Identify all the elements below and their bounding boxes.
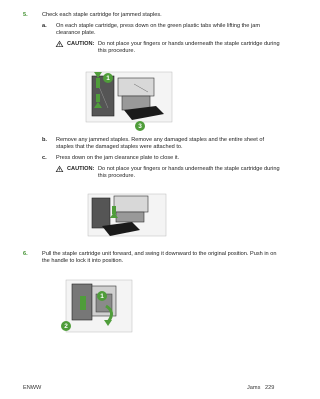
footer-section: Jams <box>247 385 261 391</box>
substep-a-text: On each staple cartridge, press down on the green plastic tabs while lifting the jam clearance plate. <box>56 23 260 36</box>
callout-3-label: 3 <box>138 123 142 131</box>
caution-text: Do not place your fingers or hands underneath the staple cartridge during this procedure. <box>98 41 280 54</box>
warning-triangle-icon <box>56 166 63 172</box>
callout-2-label: 2 <box>64 323 68 331</box>
caution-label: CAUTION: <box>67 166 95 172</box>
caution-label: CAUTION: <box>67 41 95 47</box>
staple-cartridge-figure-close <box>82 188 172 243</box>
substep-b-letter: b. <box>42 137 47 143</box>
step-6-number: 6. <box>23 251 28 257</box>
substep-a-letter: a. <box>42 23 47 29</box>
caution-text: Do not place your fingers or hands underneath the staple cartridge during this procedure. <box>98 166 280 179</box>
warning-triangle-icon <box>56 41 63 47</box>
step-6-text: Pull the staple cartridge unit forward, and swing it downward to the original position. Push in on the handle to lock it into position. <box>42 251 277 264</box>
substep-c-text: Press down on the jam clearance plate to close it. <box>56 155 180 161</box>
footer-left: ENWW <box>23 385 42 391</box>
step-5-number: 5. <box>23 12 28 18</box>
callout-1-label: 1 <box>100 293 104 301</box>
step-5-text: Check each staple cartridge for jammed staples. <box>42 12 162 18</box>
footer-page-number: 229 <box>265 385 275 391</box>
substep-c-letter: c. <box>42 155 47 161</box>
staple-unit-figure <box>58 276 138 338</box>
substep-b-text: Remove any jammed staples. Remove any damaged staples and the entire sheet of staples that the damaged staples were attached to. <box>56 137 265 150</box>
callout-1-label: 1 <box>106 75 110 83</box>
staple-cartridge-figure-open <box>78 64 178 134</box>
